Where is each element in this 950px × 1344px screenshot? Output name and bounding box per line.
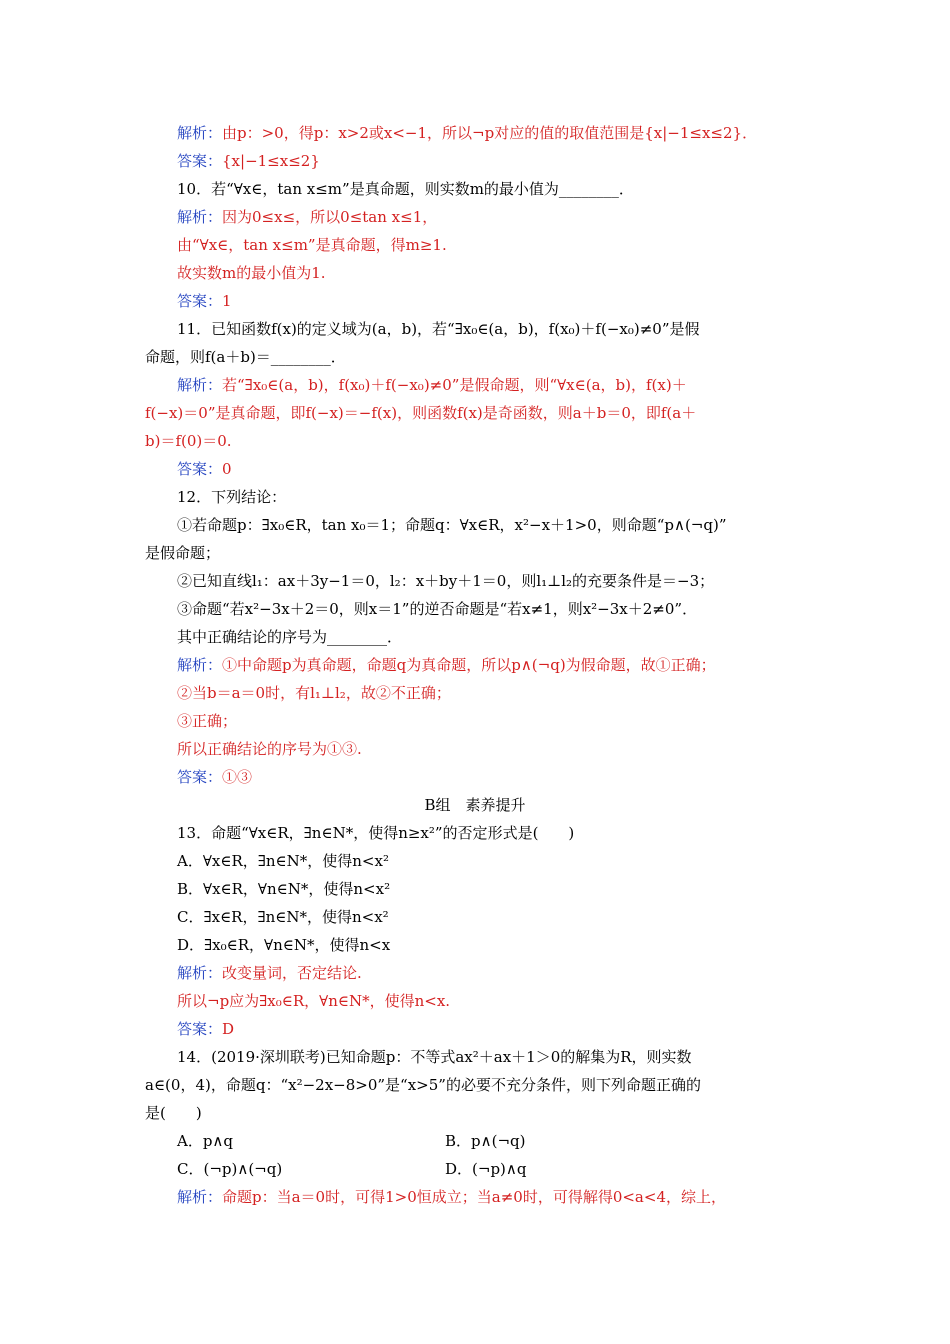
question-14: 14．(2019·深圳联考)已知命题p：不等式ax²＋ax＋1＞0的解集为R，则实数 [177,1048,692,1066]
option-d: D．∃x₀∈R，∀n∈N*，使得n<x [177,936,391,954]
line-30 [177,963,362,983]
line-0 [177,123,757,143]
line-12 [177,459,232,479]
line-31: 所以¬p应为∃x₀∈R，∀n∈N*，使得n<x. [177,992,451,1010]
question-13: 13．命题“∀x∈R，∃n∈N*，使得n≥x²”的否定形式是( ) [177,824,575,842]
line-text: ①中命题p为真命题，命题q为真命题，所以p∧(¬q)为假命题，故①正确； [222,656,716,674]
line-14: ①若命题p：∃x₀∈R，tan x₀＝1；命题q：∀x∈R，x²−x＋1>0，则命题“p∧(¬q)” [177,516,727,534]
line-22: 所以正确结论的序号为①③. [177,740,362,758]
line-5: 故实数m的最小值为1. [177,264,326,282]
line-text: 由p：>0，得p：x>2或x<−1，所以¬p对应的值的取值范围是{x|−1≤x≤2}． [222,124,758,142]
line-6 [177,291,232,311]
section-heading: B组 素养提升 [424,796,526,814]
line-40 [177,1187,726,1207]
line-text: 改变量词，否定结论. [222,964,362,982]
line-text: 0 [222,460,232,478]
label-jiexi: 解析： [177,376,223,394]
label-daan: 答案： [177,152,223,170]
option-b: B．p∧(¬q) [445,1132,526,1150]
line-text: {x|−1≤x≤2} [222,152,320,170]
label-daan: 答案： [177,1020,223,1038]
label-jiexi: 解析： [177,656,223,674]
label-jiexi: 解析： [177,964,223,982]
line-1 [177,151,320,171]
option-a: A．p∧q [177,1132,234,1150]
line-11: b)＝f(0)＝0. [145,432,232,450]
option-a: A．∀x∈R，∃n∈N*，使得n<x² [177,852,389,870]
line-21: ③正确； [177,712,238,730]
option-c: C．∃x∈R，∃n∈N*，使得n<x² [177,908,389,926]
label-daan: 答案： [177,768,223,786]
label-jiexi: 解析： [177,208,223,226]
question-11: 11．已知函数f(x)的定义域为(a，b)，若“∃x₀∈(a，b)，f(x₀)＋f(−x₀)≠0”是假 [177,320,700,338]
line-35: 是( ) [145,1104,202,1122]
line-19 [177,655,716,675]
label-daan: 答案： [177,460,223,478]
line-32 [177,1019,234,1039]
line-17: ③命题“若x²−3x＋2＝0，则x＝1”的逆否命题是“若x≠1，则x²−3x＋2≠0”． [177,600,698,618]
line-9 [177,375,687,395]
line-8: 命题，则f(a＋b)＝________． [145,348,346,366]
line-18: 其中正确结论的序号为________． [177,628,403,646]
label-jiexi: 解析： [177,124,223,142]
line-10: f(−x)＝0”是真命题，即f(−x)＝−f(x)，则函数f(x)是奇函数，则a＋b＝0，即f(a＋ [145,404,697,422]
line-15: 是假命题； [145,544,221,562]
option-b: B．∀x∈R，∀n∈N*，使得n<x² [177,880,391,898]
line-20: ②当b＝a＝0时，有l₁⊥l₂，故②不正确； [177,684,451,702]
option-c: C．(¬p)∧(¬q) [177,1160,283,1178]
line-23 [177,767,252,787]
line-text: 命题p：当a＝0时，可得1>0恒成立；当a≠0时，可得解得0<a<4，综上， [222,1188,726,1206]
line-text: ①③ [222,768,253,786]
line-16: ②已知直线l₁：ax＋3y−1＝0，l₂：x＋by＋1＝0，则l₁⊥l₂的充要条件是＝−3； [177,572,715,590]
question-10: 10．若“∀x∈，tan x≤m”是真命题，则实数m的最小值为________． [177,180,634,198]
line-3 [177,207,437,227]
line-text: D [222,1020,235,1038]
line-4: 由“∀x∈，tan x≤m”是真命题，得m≥1. [177,236,447,254]
option-d: D．(¬p)∧q [445,1160,527,1178]
label-jiexi: 解析： [177,1188,223,1206]
question-12: 12．下列结论： [177,488,287,506]
line-text: 1 [222,292,232,310]
line-text: 因为0≤x≤，所以0≤tan x≤1， [222,208,438,226]
line-34: a∈(0，4)，命题q：“x²−2x−8>0”是“x>5”的必要不充分条件，则下列命题正确的 [145,1076,701,1094]
label-daan: 答案： [177,292,223,310]
line-text: 若“∃x₀∈(a，b)，f(x₀)＋f(−x₀)≠0”是假命题，则“∀x∈(a，b)，f(x)＋ [222,376,687,394]
